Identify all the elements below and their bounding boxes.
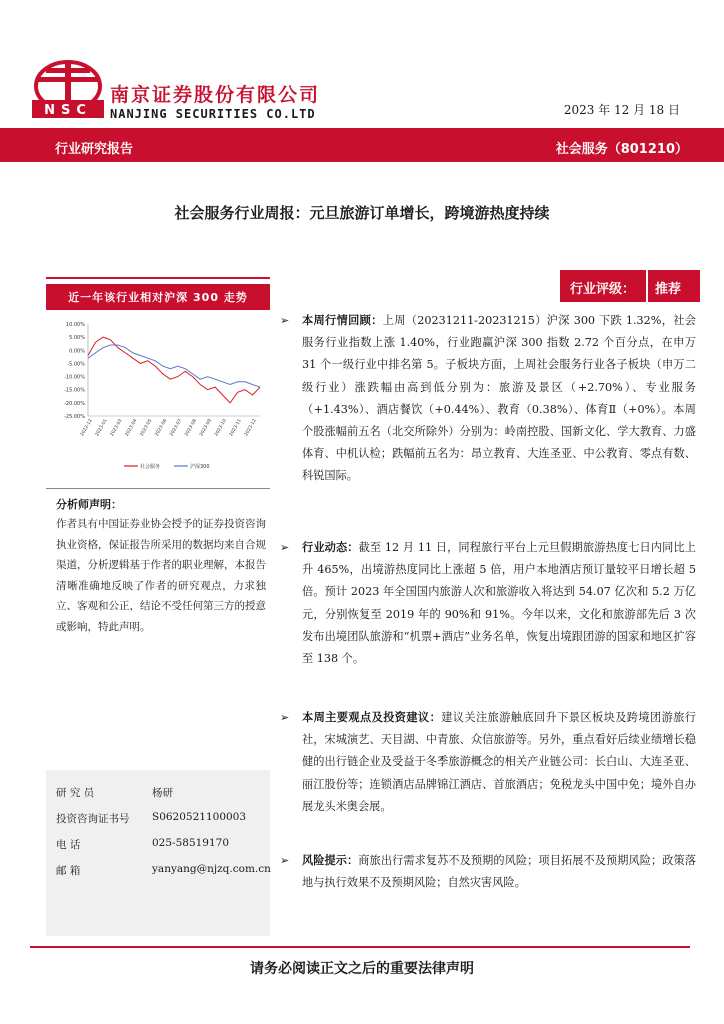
rating-divider [646, 270, 648, 302]
x-tick-label: 2023-10 [214, 418, 228, 438]
info-value: S0620521100003 [152, 811, 247, 823]
x-tick-label: 2023-12 [243, 418, 258, 438]
info-value: 025-58519170 [152, 837, 230, 849]
y-tick-label: -25.00% [64, 414, 85, 420]
legal-notice[interactable]: 请务必阅读正文之后的重要法律声明 [250, 961, 474, 977]
report-title: 社会服务行业周报：元旦旅游订单增长，跨境游热度持续 [174, 204, 550, 222]
x-tick-label: 2023-05 [139, 418, 154, 438]
bullet-text: 上周（20231211-20231215）沪深 300 下跌 1.32%，社会服务行业指数上涨 1.40%，行业跑赢沪深 300 指数 2.72 个百分点，在申万 31 个一级行业中排名第 5。子板块方面，上周社会服务行业各子板块（申万二级行业）涨跌幅由高到低分别为：旅游及景区（+2.70%）、专业服务（+1.43%）、酒店餐饮（+0.44%）、教育（0.38%）、体育Ⅱ（+0%）。本周个股涨幅前五名（北交所除外）分别为：岭南控股、国新文化、学大教育、力盛体育、中机认检；跌幅前五名为：昂立教育、大连圣亚、中公教育、零点有数、科锐国际。 [302, 314, 696, 483]
y-tick-label: -10.00% [64, 374, 85, 381]
x-tick-label: 2023-01 [94, 418, 109, 438]
info-label: 电 话 [56, 839, 81, 851]
footer-rule [30, 946, 690, 948]
x-tick-label: 2023-11 [229, 418, 243, 438]
x-tick-label: 2022-12 [79, 418, 94, 438]
report-date: 2023 年 12 月 18 日 [563, 103, 680, 117]
bullet-body [302, 707, 696, 818]
y-tick-label: 0.00% [69, 348, 85, 355]
rating-label: 行业评级： [570, 282, 636, 297]
sidebar-separator [46, 488, 270, 489]
bullet-text: 建议关注旅游触底回升下景区板块及跨境团游旅行社，宋城演艺、天目湖、中青旅、众信旅游等。另外，重点看好后续业绩增长稳健的出行链企业及受益于冬季旅游概念的相关产业链公司：长白山、大连圣亚、丽江股份等；连锁酒店品牌锦江酒店、首旅酒店；免税龙头中国中免；境外自办展龙头米奥会展。 [302, 711, 696, 813]
logo-text: NSC [44, 103, 92, 118]
x-tick-label: 2023-06 [154, 418, 169, 438]
info-label: 研 究 员 [56, 787, 95, 799]
bullet-heading: 本周行情回顾： [302, 314, 383, 327]
legend-label: 沪深300 [190, 464, 210, 470]
industry-code: 社会服务（801210） [555, 142, 688, 157]
bullet-body [302, 850, 696, 894]
bullet-body [302, 310, 696, 488]
arrow-bullet-icon: ➢ [280, 711, 290, 724]
info-label: 投资咨询证书号 [56, 813, 130, 825]
bullet-text: 商旅出行需求复苏不及预期的风险；项目拓展不及预期风险；政策落地与执行效果不及预期风险；自然灾害风险。 [302, 854, 696, 890]
y-tick-label: 5.00% [69, 335, 85, 342]
analyst-statement: 作者具有中国证券业协会授予的证券投资咨询执业资格，保证报告所采用的数据均来自合规渠道，分析逻辑基于作者的职业理解，本报告清晰准确地反映了作者的研究观点，力求独立、客观和公正，结论不受任何第三方的授意或影响，特此声明。 [56, 518, 266, 633]
bullet-heading: 风险提示： [302, 854, 359, 867]
series-line-0 [88, 337, 260, 403]
bullet-body [302, 537, 696, 670]
rating-value: 推荐 [655, 282, 682, 297]
y-tick-label: -20.00% [64, 400, 85, 407]
company-name-cn: 南京证券股份有限公司 [110, 84, 321, 106]
x-tick-label: 2023-08 [184, 418, 199, 438]
nsc-logo [32, 60, 104, 120]
arrow-bullet-icon: ➢ [280, 314, 290, 327]
arrow-bullet-icon: ➢ [280, 541, 290, 554]
y-tick-label: -15.00% [64, 387, 85, 394]
bullet-heading: 本周主要观点及投资建议： [302, 711, 442, 724]
legend-label: 社会服务 [140, 464, 161, 470]
x-tick-label: 2023-07 [169, 418, 184, 438]
relative-performance-chart [46, 316, 270, 478]
arrow-bullet-icon: ➢ [280, 854, 290, 867]
info-value[interactable]: yanyang@njzq.com.cn [152, 863, 271, 875]
info-value: 杨研 [152, 787, 173, 799]
series-line-1 [88, 345, 260, 387]
info-label: 邮 箱 [56, 865, 81, 877]
y-tick-label: 10.00% [65, 322, 85, 328]
y-tick-label: -5.00% [67, 361, 85, 368]
x-tick-label: 2023-04 [124, 418, 139, 438]
x-tick-label: 2023-03 [109, 418, 124, 438]
company-name-en: NANJING SECURITIES CO.LTD [110, 107, 316, 121]
report-type: 行业研究报告 [55, 142, 134, 157]
x-tick-label: 2023-09 [199, 418, 214, 438]
bullet-text: 截至 12 月 11 日，同程旅行平台上元旦假期旅游热度七日内同比上升 465%，出境游热度同比上涨超 5 倍，用户本地酒店预订量较平日增长超 5 倍。预计 2023 年全国国内旅游人次和旅游收入将达到 54.07 亿次和 5.2 万亿元，分别恢复至 2019 年的 90%和 91%。今年以来，文化和旅游部先后 3 次发布出境团队旅游和“机票+酒店”业务名单，恢复出境跟团游的国家和地区扩容至 138 个。 [302, 541, 696, 666]
sidebar-top-rule [46, 277, 270, 279]
bullet-heading: 行业动态： [302, 541, 359, 554]
analyst-heading: 分析师声明： [56, 498, 122, 511]
chart-title: 近一年该行业相对沪深 300 走势 [68, 291, 248, 304]
